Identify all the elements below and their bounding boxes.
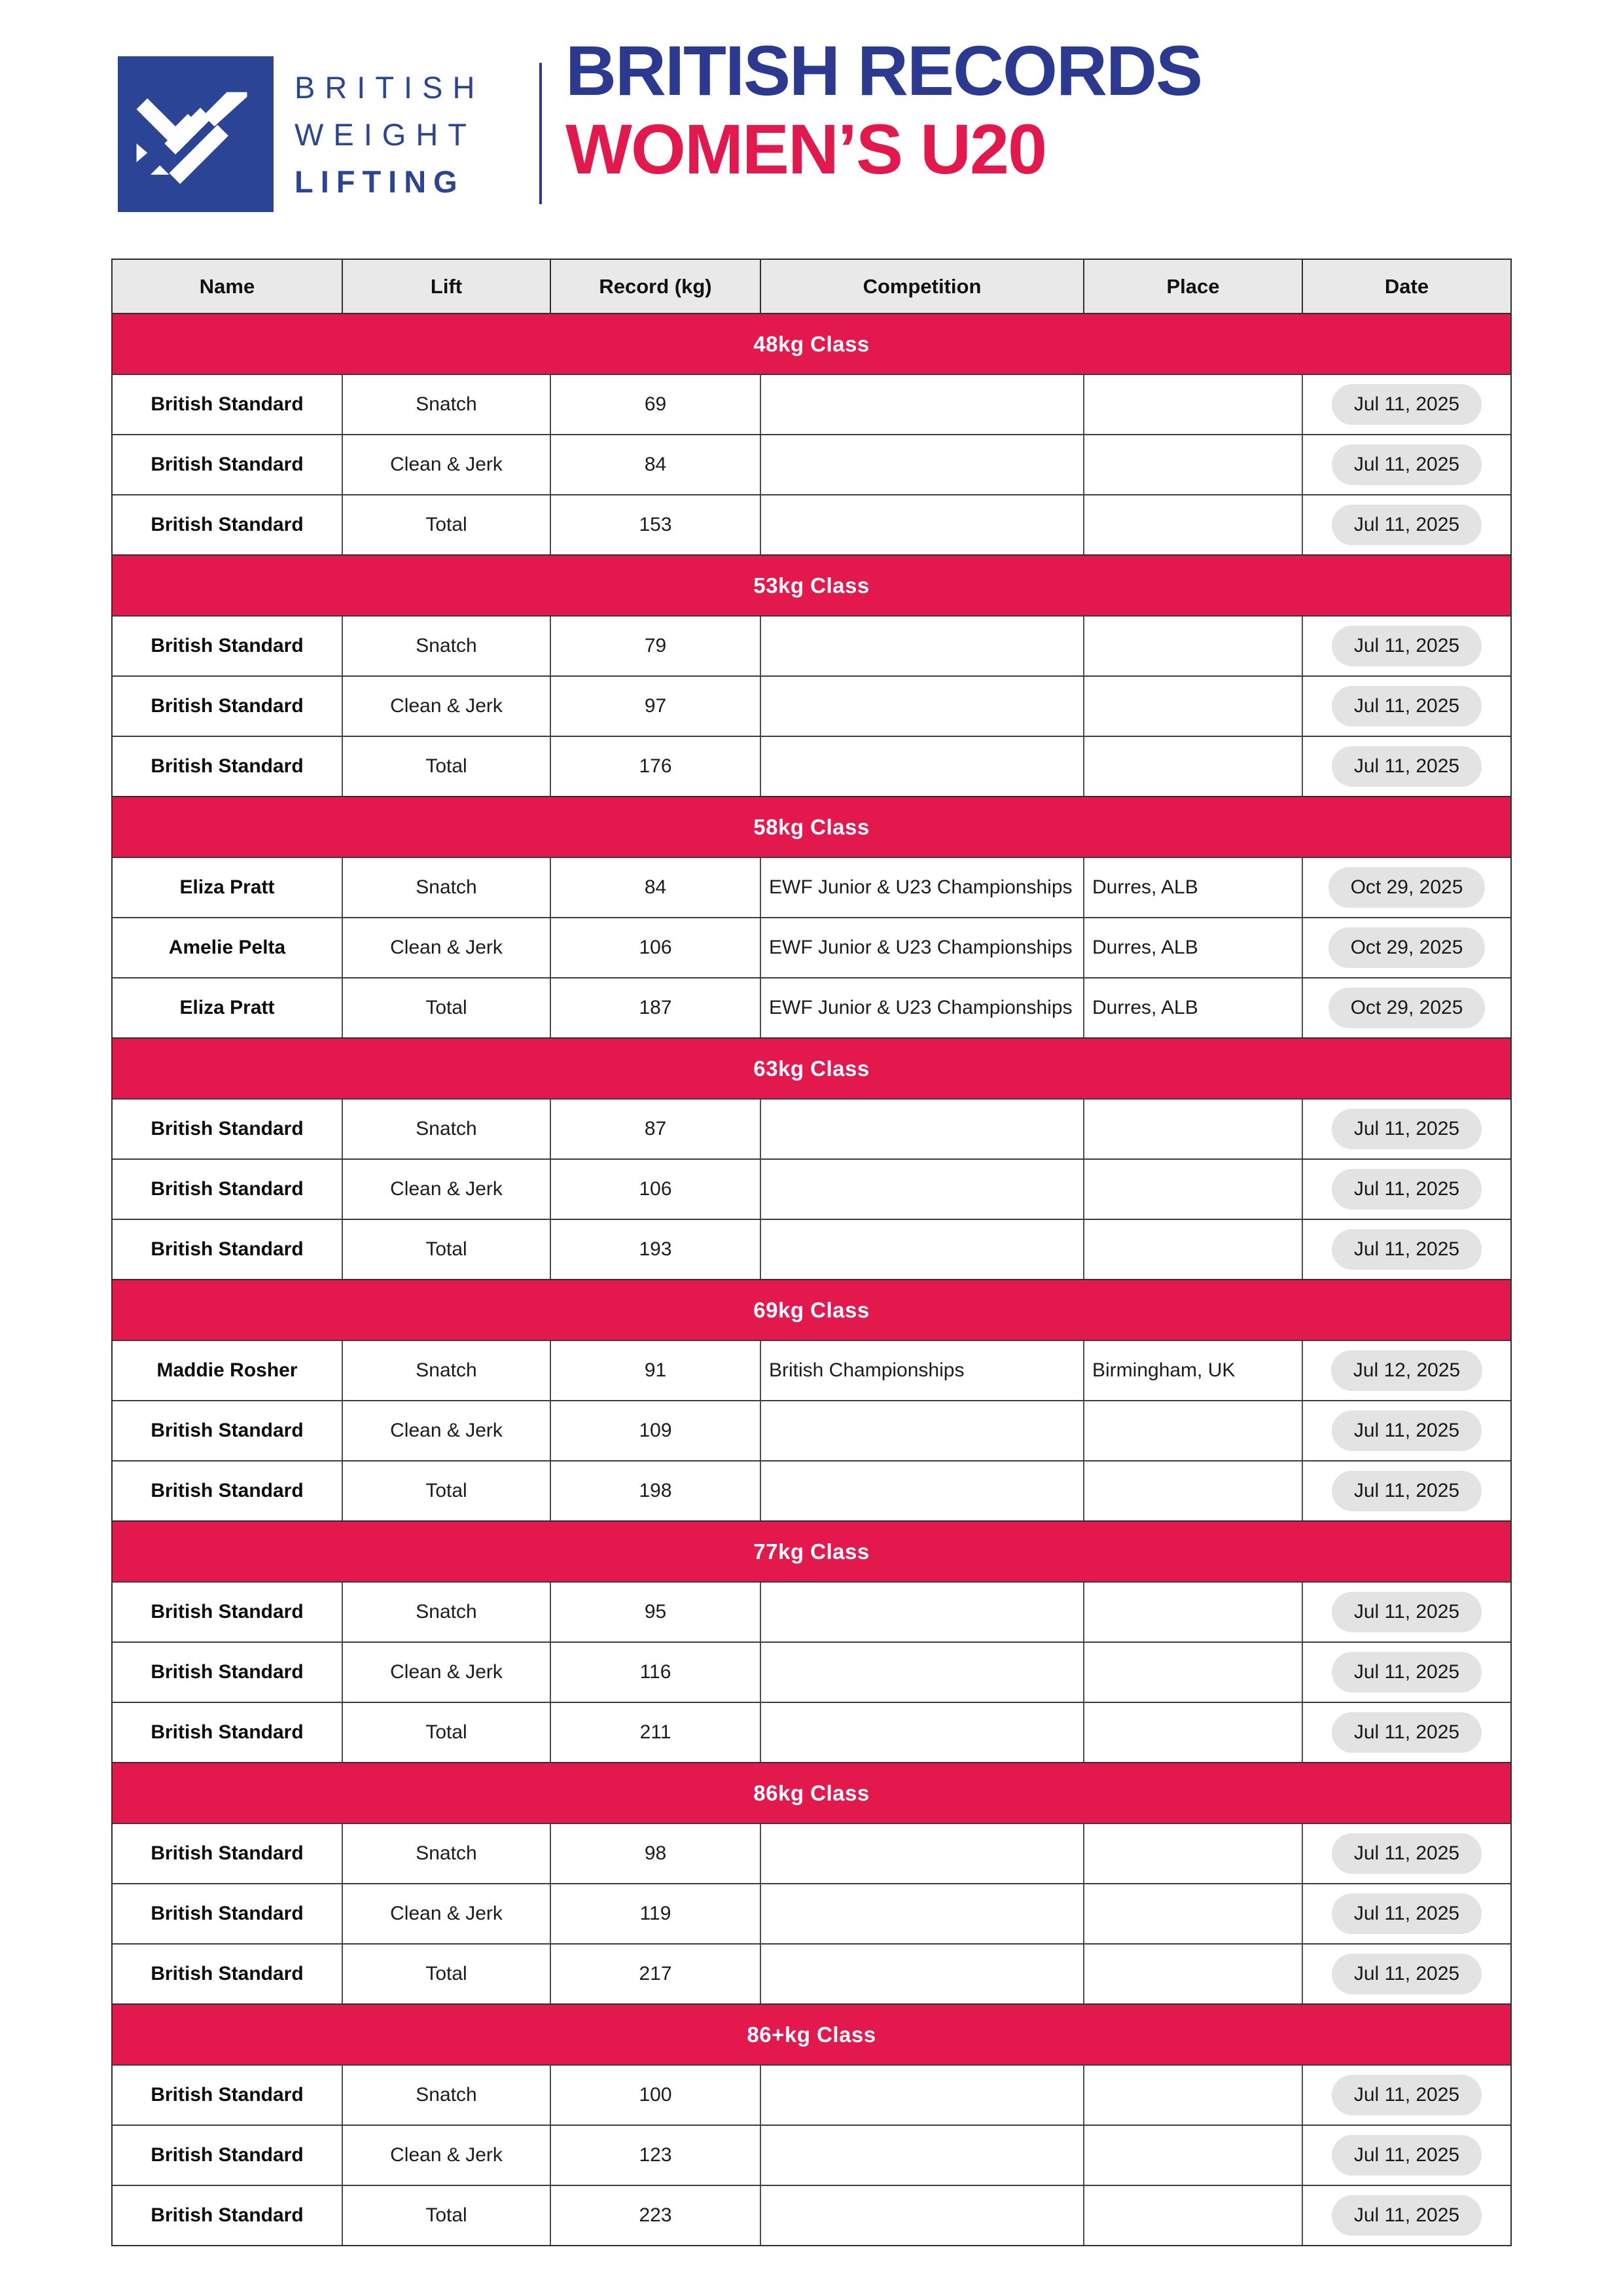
record-value: 95 [551, 1583, 761, 1641]
record-value: 97 [551, 677, 761, 736]
class-band [113, 796, 1510, 857]
class-band-label: 58kg Class [753, 814, 870, 839]
athlete-name: British Standard [113, 1220, 343, 1279]
table-row [113, 1400, 1510, 1460]
competition-name [761, 737, 1084, 796]
table-row [113, 2125, 1510, 2185]
place-name [1084, 435, 1303, 494]
date-cell [1303, 2126, 1510, 2185]
date-badge: Jul 11, 2025 [1332, 686, 1482, 726]
date-cell [1303, 978, 1510, 1037]
date-badge: Jul 11, 2025 [1332, 1410, 1482, 1451]
place-name [1084, 1462, 1303, 1520]
lift-type: Snatch [343, 1583, 551, 1641]
date-cell [1303, 858, 1510, 917]
record-value: 69 [551, 375, 761, 434]
date-badge: Jul 11, 2025 [1332, 1471, 1482, 1511]
date-cell [1303, 617, 1510, 675]
date-badge: Jul 11, 2025 [1332, 1833, 1482, 1874]
place-name [1084, 1945, 1303, 2003]
date-badge: Jul 11, 2025 [1332, 444, 1482, 485]
record-value: 109 [551, 1401, 761, 1460]
competition-name [761, 677, 1084, 736]
table-row [113, 1098, 1510, 1158]
records-table [111, 259, 1512, 2246]
class-band [113, 1520, 1510, 1581]
column-header-competition: Competition [761, 260, 1084, 313]
lift-type: Total [343, 1462, 551, 1520]
athlete-name: British Standard [113, 375, 343, 434]
table-row [113, 434, 1510, 494]
competition-name [761, 1220, 1084, 1279]
competition-name [761, 435, 1084, 494]
date-cell [1303, 1100, 1510, 1158]
org-name-line: BRITISH [294, 70, 485, 105]
place-name [1084, 495, 1303, 554]
date-cell [1303, 435, 1510, 494]
competition-name [761, 1100, 1084, 1158]
class-band-label: 69kg Class [753, 1297, 870, 1322]
lift-type: Clean & Jerk [343, 435, 551, 494]
lift-type: Snatch [343, 1824, 551, 1883]
record-value: 119 [551, 1884, 761, 1943]
place-name [1084, 2126, 1303, 2185]
date-badge: Jul 11, 2025 [1332, 1109, 1482, 1149]
competition-name: British Championships [761, 1341, 1084, 1400]
class-band [113, 2003, 1510, 2064]
competition-name [761, 1462, 1084, 1520]
class-band [113, 1279, 1510, 1340]
date-cell [1303, 1884, 1510, 1943]
class-band-label: 86+kg Class [747, 2022, 876, 2047]
lift-type: Clean & Jerk [343, 1401, 551, 1460]
lift-type: Snatch [343, 375, 551, 434]
place-name [1084, 1100, 1303, 1158]
record-value: 187 [551, 978, 761, 1037]
lift-type: Clean & Jerk [343, 1160, 551, 1219]
record-value: 211 [551, 1703, 761, 1762]
record-value: 106 [551, 918, 761, 977]
table-row [113, 1883, 1510, 1943]
lift-type: Snatch [343, 1100, 551, 1158]
date-badge: Jul 11, 2025 [1332, 2075, 1482, 2115]
date-badge: Jul 11, 2025 [1332, 1229, 1482, 1270]
athlete-name: British Standard [113, 1703, 343, 1762]
competition-name [761, 1583, 1084, 1641]
table-row [113, 494, 1510, 554]
athlete-name: British Standard [113, 1824, 343, 1883]
date-badge: Jul 11, 2025 [1332, 2195, 1482, 2236]
table-row [113, 977, 1510, 1037]
table-row [113, 1641, 1510, 1702]
place-name [1084, 2186, 1303, 2245]
date-cell [1303, 1341, 1510, 1400]
page-header [0, 0, 1623, 262]
lift-type: Clean & Jerk [343, 1643, 551, 1702]
place-name [1084, 677, 1303, 736]
competition-name [761, 1703, 1084, 1762]
athlete-name: British Standard [113, 1100, 343, 1158]
athlete-name: British Standard [113, 1945, 343, 2003]
lift-type: Total [343, 495, 551, 554]
table-row [113, 675, 1510, 736]
athlete-name: Amelie Pelta [113, 918, 343, 977]
date-cell [1303, 375, 1510, 434]
org-name [294, 64, 484, 206]
competition-name [761, 1643, 1084, 1702]
record-value: 116 [551, 1643, 761, 1702]
record-value: 153 [551, 495, 761, 554]
date-badge: Jul 11, 2025 [1332, 1712, 1482, 1753]
table-row [113, 2185, 1510, 2245]
place-name [1084, 2066, 1303, 2125]
lift-type: Snatch [343, 2066, 551, 2125]
date-badge: Jul 11, 2025 [1332, 384, 1482, 425]
athlete-name: British Standard [113, 677, 343, 736]
place-name [1084, 1643, 1303, 1702]
page-title-main: BRITISH RECORDS [565, 31, 1202, 110]
record-value: 176 [551, 737, 761, 796]
competition-name [761, 1884, 1084, 1943]
table-row [113, 1158, 1510, 1219]
record-value: 106 [551, 1160, 761, 1219]
date-badge: Jul 11, 2025 [1332, 746, 1482, 787]
place-name [1084, 375, 1303, 434]
competition-name [761, 1401, 1084, 1460]
class-band [113, 1762, 1510, 1823]
athlete-name: British Standard [113, 435, 343, 494]
athlete-name: British Standard [113, 1643, 343, 1702]
place-name: Birmingham, UK [1084, 1341, 1303, 1400]
date-badge: Oct 29, 2025 [1329, 988, 1486, 1028]
competition-name [761, 1824, 1084, 1883]
competition-name [761, 2126, 1084, 2185]
date-cell [1303, 1462, 1510, 1520]
place-name [1084, 737, 1303, 796]
date-badge: Jul 11, 2025 [1332, 626, 1482, 666]
lift-type: Total [343, 1220, 551, 1279]
date-cell [1303, 2186, 1510, 2245]
column-header-name: Name [113, 260, 343, 313]
date-badge: Jul 11, 2025 [1332, 1954, 1482, 1994]
athlete-name: British Standard [113, 1401, 343, 1460]
date-badge: Jul 11, 2025 [1332, 1893, 1482, 1934]
athlete-name: British Standard [113, 2186, 343, 2245]
competition-name [761, 2066, 1084, 2125]
bwl-logo-icon [118, 56, 274, 212]
date-badge: Jul 11, 2025 [1332, 1592, 1482, 1632]
competition-name [761, 375, 1084, 434]
table-row [113, 1702, 1510, 1762]
competition-name: EWF Junior & U23 Championships [761, 858, 1084, 917]
athlete-name: British Standard [113, 1160, 343, 1219]
column-header-record-kg-: Record (kg) [551, 260, 761, 313]
table-row [113, 1340, 1510, 1400]
column-header-lift: Lift [343, 260, 551, 313]
place-name: Durres, ALB [1084, 918, 1303, 977]
lift-type: Total [343, 978, 551, 1037]
athlete-name: Eliza Pratt [113, 858, 343, 917]
date-badge: Jul 11, 2025 [1332, 505, 1482, 545]
date-cell [1303, 1643, 1510, 1702]
place-name [1084, 1583, 1303, 1641]
date-cell [1303, 1401, 1510, 1460]
table-row [113, 1460, 1510, 1520]
competition-name [761, 617, 1084, 675]
record-value: 217 [551, 1945, 761, 2003]
record-value: 79 [551, 617, 761, 675]
place-name [1084, 1824, 1303, 1883]
athlete-name: British Standard [113, 2126, 343, 2185]
competition-name: EWF Junior & U23 Championships [761, 978, 1084, 1037]
lift-type: Clean & Jerk [343, 677, 551, 736]
date-cell [1303, 1824, 1510, 1883]
org-name-line: WEIGHT [294, 117, 476, 152]
date-cell [1303, 2066, 1510, 2125]
athlete-name: British Standard [113, 1583, 343, 1641]
athlete-name: Eliza Pratt [113, 978, 343, 1037]
record-value: 193 [551, 1220, 761, 1279]
date-cell [1303, 1703, 1510, 1762]
column-header-date: Date [1384, 274, 1429, 298]
date-cell [1303, 495, 1510, 554]
lift-type: Clean & Jerk [343, 1884, 551, 1943]
table-row [113, 857, 1510, 917]
class-band-label: 86kg Class [753, 1780, 870, 1805]
date-badge: Oct 29, 2025 [1329, 867, 1486, 908]
class-band [113, 313, 1510, 374]
table-row [113, 1581, 1510, 1641]
table-row [113, 736, 1510, 796]
date-cell [1303, 918, 1510, 977]
athlete-name: British Standard [113, 495, 343, 554]
place-name [1084, 1220, 1303, 1279]
table-row [113, 374, 1510, 434]
table-row [113, 1219, 1510, 1279]
lift-type: Snatch [343, 858, 551, 917]
table-row [113, 1943, 1510, 2003]
lift-type: Snatch [343, 617, 551, 675]
athlete-name: British Standard [113, 2066, 343, 2125]
place-name: Durres, ALB [1084, 978, 1303, 1037]
date-badge: Oct 29, 2025 [1329, 927, 1486, 968]
class-band-label: 48kg Class [753, 331, 870, 356]
competition-name: EWF Junior & U23 Championships [761, 918, 1084, 977]
class-band [113, 1037, 1510, 1098]
place-name [1084, 1884, 1303, 1943]
date-cell [1303, 1945, 1510, 2003]
athlete-name: British Standard [113, 737, 343, 796]
athlete-name: Maddie Rosher [113, 1341, 343, 1400]
date-badge: Jul 12, 2025 [1331, 1350, 1482, 1391]
lift-type: Total [343, 1945, 551, 2003]
athlete-name: British Standard [113, 617, 343, 675]
competition-name [761, 1160, 1084, 1219]
competition-name [761, 2186, 1084, 2245]
place-name [1084, 617, 1303, 675]
date-cell [1303, 1220, 1510, 1279]
lift-type: Clean & Jerk [343, 918, 551, 977]
record-value: 84 [551, 858, 761, 917]
competition-name [761, 1945, 1084, 2003]
record-value: 98 [551, 1824, 761, 1883]
place-name [1084, 1703, 1303, 1762]
class-band [113, 554, 1510, 615]
org-name-line: LIFTING [294, 164, 465, 199]
header-divider [539, 63, 542, 204]
record-value: 84 [551, 435, 761, 494]
date-badge: Jul 11, 2025 [1332, 1652, 1482, 1693]
date-cell [1303, 677, 1510, 736]
table-row [113, 1823, 1510, 1883]
date-badge: Jul 11, 2025 [1332, 1169, 1482, 1210]
record-value: 223 [551, 2186, 761, 2245]
athlete-name: British Standard [113, 1462, 343, 1520]
record-value: 87 [551, 1100, 761, 1158]
date-cell [1303, 1160, 1510, 1219]
table-row [113, 2064, 1510, 2125]
table-row [113, 615, 1510, 675]
record-value: 198 [551, 1462, 761, 1520]
record-value: 100 [551, 2066, 761, 2125]
table-row [113, 917, 1510, 977]
place-name [1084, 1160, 1303, 1219]
class-band-label: 77kg Class [753, 1539, 870, 1564]
competition-name [761, 495, 1084, 554]
column-header-place: Place [1084, 260, 1303, 313]
class-band-label: 63kg Class [753, 1056, 870, 1081]
place-name [1084, 1401, 1303, 1460]
page-title-sub: WOMEN’S U20 [565, 109, 1046, 188]
record-value: 91 [551, 1341, 761, 1400]
date-cell [1303, 1583, 1510, 1641]
date-cell [1303, 737, 1510, 796]
table-header-row [113, 260, 1510, 313]
athlete-name: British Standard [113, 1884, 343, 1943]
page-title [565, 31, 1202, 188]
date-badge: Jul 11, 2025 [1332, 2135, 1482, 2176]
place-name: Durres, ALB [1084, 858, 1303, 917]
class-band-label: 53kg Class [753, 573, 870, 598]
lift-type: Total [343, 1703, 551, 1762]
lift-type: Total [343, 2186, 551, 2245]
lift-type: Total [343, 737, 551, 796]
record-value: 123 [551, 2126, 761, 2185]
lift-type: Clean & Jerk [343, 2126, 551, 2185]
lift-type: Snatch [343, 1341, 551, 1400]
